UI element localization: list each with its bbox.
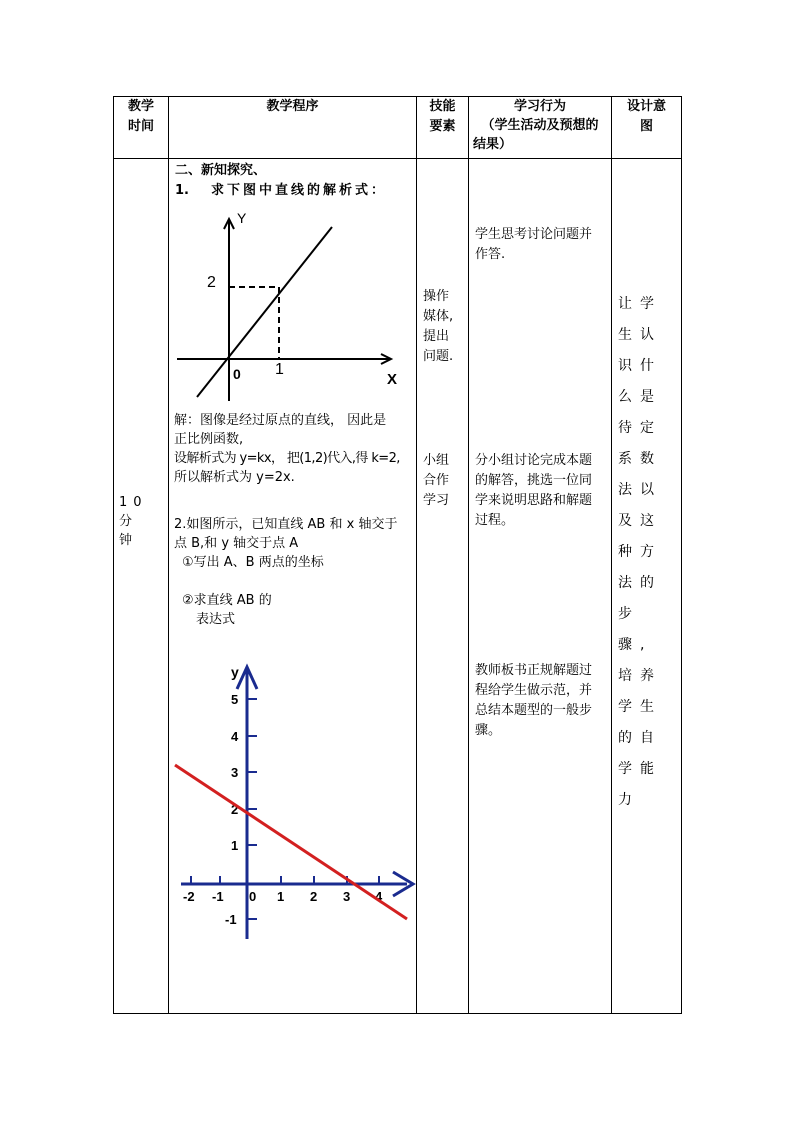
linear-function-graph — [169, 659, 417, 949]
graph1-y-label: Y — [237, 210, 247, 226]
graph2-y-tick-label: 5 — [231, 692, 239, 707]
graph1-tick-x: 1 — [275, 361, 284, 378]
behavior-block-2: 分小组讨论完成本题 的解答，挑选一位同 学来说明思路和解题 过程。 — [475, 453, 593, 528]
table-header-row — [114, 97, 682, 159]
proportional-function-graph — [169, 201, 417, 401]
graph1-x-label: X — [387, 371, 398, 388]
header-procedure: 教学程序 — [169, 97, 417, 159]
skills-block-1: 操作 媒体, 提出 问题. — [423, 289, 454, 364]
question-2: 2.如图所示，已知直线 AB 和 x 轴交于 点 B,和 y 轴交于点 A ①写出 A、B 两点的坐标 ②求直线 AB 的 表达式 — [174, 517, 398, 627]
graph2-x-tick-label: 0 — [249, 889, 257, 904]
graph2-y-label: y — [231, 664, 239, 680]
time-text: 10 分 钟 — [119, 495, 148, 548]
behavior-block-1: 学生思考讨论问题并 作答. — [475, 227, 593, 262]
time-cell — [114, 159, 169, 1014]
graph2-x-tick-label: 3 — [343, 889, 351, 904]
question-1: 1. 求下图中直线的解析式： — [175, 183, 387, 198]
graph1-line — [197, 227, 332, 397]
header-time: 教学 时间 — [114, 97, 169, 159]
graph1-tick-y: 2 — [207, 274, 216, 291]
graph2-y-tick-label: -1 — [225, 912, 237, 927]
section-title: 二、新知探究、 — [175, 163, 267, 178]
graph2-x-tick-label: -1 — [212, 889, 224, 904]
header-skill: 技能 要素 — [417, 97, 469, 159]
behavior-cell — [469, 159, 612, 1014]
behavior-block-3: 教师板书正规解题过 程给学生做示范，并 总结本题型的一般步 骤。 — [475, 663, 593, 738]
graph1-origin-label: 0 — [233, 366, 241, 382]
header-design: 设计意 图 — [612, 97, 682, 159]
design-cell — [612, 159, 682, 1014]
graph2-y-tick-label: 1 — [231, 838, 239, 853]
procedure-cell — [169, 159, 417, 1014]
skills-cell — [417, 159, 469, 1014]
header-behavior: 学习行为 （学生活动及预想的 结果） — [469, 97, 612, 159]
graph2-y-tick-label: 4 — [231, 729, 239, 744]
skills-block-2: 小组 合作 学习 — [423, 453, 450, 508]
lesson-plan-table — [113, 96, 682, 1014]
solution-text: 解：图像是经过原点的直线， 因此是 正比例函数, 设解析式为 y=kx， 把(1,2)代入,得 k=2, 所以解析式为 y=2x. — [174, 413, 400, 485]
graph2-line-ab — [175, 765, 407, 919]
graph2-x-tick-label: 4 — [375, 889, 383, 904]
graph2-y-tick-label: 3 — [231, 765, 239, 780]
design-intent-text: 让学生认识什么是待定系数法以及这种方法的步骤,培养学生的自学能力 — [618, 296, 662, 808]
content-row — [114, 159, 682, 1014]
graph2-x-tick-label: 2 — [310, 889, 318, 904]
graph2-x-tick-label: 1 — [277, 889, 285, 904]
graph2-x-tick-label: -2 — [183, 889, 195, 904]
graph2-y-tick-label: 2 — [231, 802, 239, 817]
